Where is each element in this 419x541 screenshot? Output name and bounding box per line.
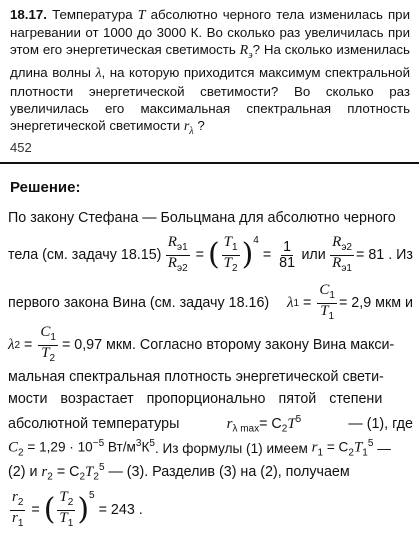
- solution-heading: Решение:: [10, 179, 81, 196]
- solution-line-6: мости возрастает пропорционально пятой степени: [8, 391, 383, 407]
- inverse-ratio: $\frac{R_{э2}}{R_{э1}}$ = 81 . Из: [332, 233, 413, 274]
- problem-statement: [10, 6, 410, 140]
- solution-line-2: тела (см. задачу 18.15) $\frac{R_{э1}}{R_{э2}}$ = ( $\frac{T_1}{T_2}$ ) $^4$ = $\frac{1}{81}$ или $\frac{R_{э2}}{R_{э1}}$ = 81 . Из: [8, 233, 413, 274]
- solution-line-10: [8, 488, 413, 532]
- solution-line-4: λ 2 = $\frac{C_1}{T_2}$ = 0,97 мкм. Согласно второму закону Вина макси-: [8, 323, 395, 364]
- one-over-81: $\frac{1}{81}$: [279, 238, 296, 271]
- solution-line-5: мальная спектральная плотность энергетической свети-: [8, 369, 384, 385]
- ratio-T: $\frac{T_1}{T_2}$: [223, 233, 238, 274]
- problem-text-5: ?: [197, 118, 205, 134]
- problem-var-R: $R_э$: [239, 43, 253, 62]
- formula-r2: $r_2 = C_2T_2^5$: [41, 461, 105, 483]
- wien-lambda1: λ 1 = $\frac{C_1}{T_1}$ = 2,9 мкм и: [287, 281, 413, 322]
- problem-text-3: ? На сколько изменилась длина волны: [10, 42, 410, 81]
- formula-r1: $r_1 = C_2T_1^5$: [311, 437, 374, 459]
- solution-line-7: абсолютной температуры $r_{\lambda max}= C_2T^5$ — (1), где: [8, 413, 413, 435]
- solution-line-3: первого закона Вина (см. задачу 18.16) λ 1 = $\frac{C_1}{T_1}$ = 2,9 мкм и: [8, 281, 413, 322]
- final-ratio: $\frac{r_2}{r_1}$ = ( $\frac{T_2}{T_1}$ ) $^5$ = 243 .: [12, 488, 143, 529]
- wien-second-law: $r_{\lambda max}= C_2T^5$: [226, 413, 302, 435]
- constant-C2: $C_2 = 1,29 \cdot 10^{-5}$ $Вт/м^3К^5$: [8, 437, 155, 459]
- problem-var-T: T: [137, 8, 146, 23]
- divider: [0, 162, 419, 164]
- page-number: 452: [10, 140, 32, 155]
- problem-text-1: Температура: [52, 7, 133, 22]
- ratio-formula: $\frac{R_{э1}}{R_{э2}}$ = ( $\frac{T_1}{T_2}$ ) $^4$ = $\frac{1}{81}$: [167, 233, 296, 274]
- solution-line-1: По закону Стефана — Больцмана для абсолютно черного: [8, 210, 396, 226]
- problem-text-4: , на которую приходится максимум спектральной плотности энергетической светимости? Во сколько раз увеличилась его максимальная спектральная плотность энергетической светимости: [10, 65, 410, 134]
- ratio-R: $\frac{R_{э1}}{R_{э2}}$: [167, 233, 188, 274]
- problem-text-2: абсолютно черного тела изменилась при нагревании от 1000 до 3000 К. Во сколько раз увеличилась при этом его энергетическая светимость: [10, 7, 411, 58]
- solution-line-9: (2) и $r_2 = C_2T_2^5$ — (3). Разделив (3) на (2), получаем: [8, 461, 350, 483]
- problem-number: 18.17.: [10, 7, 47, 22]
- problem-var-lambda: λ: [95, 66, 102, 82]
- wien-lambda2: λ 2 = $\frac{C_1}{T_2}$: [8, 323, 56, 364]
- problem-var-r: $r_\lambda$: [183, 119, 194, 137]
- solution-line-8: $C_2 = 1,29 \cdot 10^{-5}$ $Вт/м^3К^5$ . Из формулы (1) имеем $r_1 = C_2T_1^5$ —: [8, 437, 391, 459]
